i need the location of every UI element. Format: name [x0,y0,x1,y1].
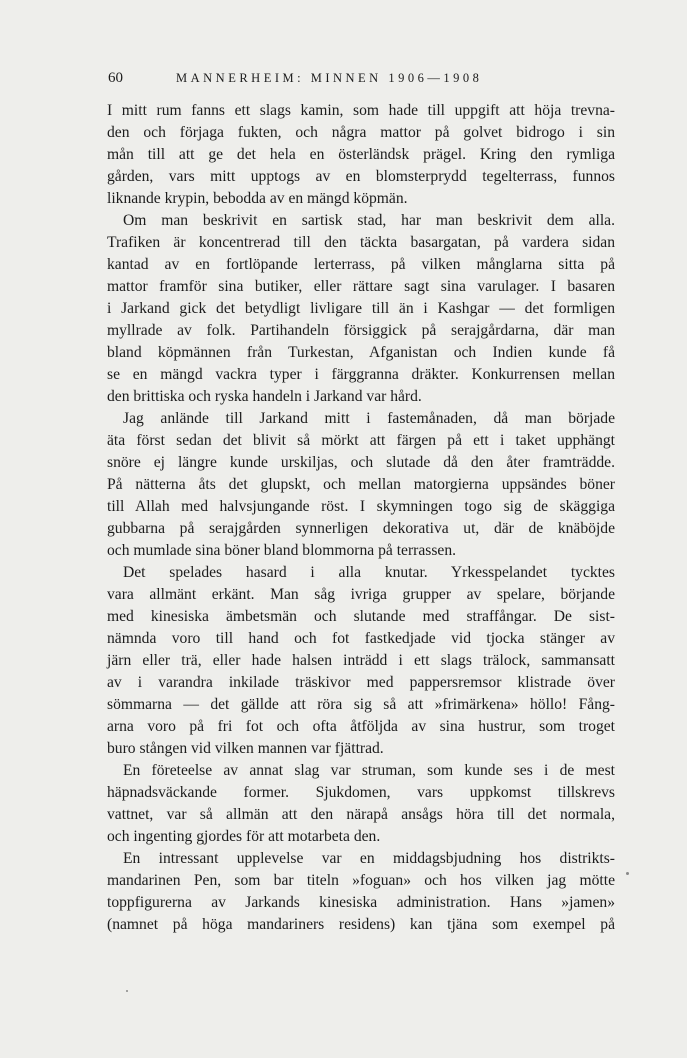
text-line: med kinesiska ämbetsmän och slutande med straffångar. De sist- [107,608,615,625]
text-line: se en mängd vackra typer i färggranna dräkter. Konkurrensen mellan [107,366,615,383]
text-line: till Allah med halvsjungande röst. I skymningen togo sig de skäggiga [107,498,615,515]
text-line: toppfigurerna av Jarkands kinesiska administration. Hans »jamen» [107,894,615,911]
text-line: buro stången vid vilken mannen var fjättrad. [107,740,384,757]
text-line: mandarinen Pen, som bar titeln »foguan» och hos vilken jag mötte [107,872,615,889]
text-line: En intressant upplevelse var en middagsbjudning hos distrikts- [123,850,615,867]
text-line: i Jarkand gick det betydligt livligare till än i Kashgar — det formligen [107,300,615,317]
text-line: Trafiken är koncentrerad till den täckta basargatan, på vardera sidan [107,234,615,251]
text-line: (namnet på höga mandariners residens) kan tjäna som exempel på [107,916,615,933]
text-line: sömmarna — det gällde att röra sig så att »frimärkena» höllo! Fång- [107,696,615,713]
text-line: Jag anlände till Jarkand mitt i fastemånaden, då man började [123,410,615,427]
text-line: äta först sedan det blivit så mörkt att färgen på ett i taket upphängt [107,432,615,449]
text-line: vattnet, var så allmän att den närapå ansågs höra till det normala, [107,806,615,823]
body-text [107,100,615,936]
text-line: arna voro på fri fot och ofta åtföljda av sina hustrur, som troget [107,718,615,735]
text-line: mån till att ge det hela en österländsk prägel. Kring den rymliga [107,146,615,163]
paper-speck [126,990,128,992]
text-line: gubbarna på serajgården synnerligen dekorativa ut, där de knäböjde [107,520,615,537]
text-line: I mitt rum fanns ett slags kamin, som hade till uppgift att höja trevna- [107,102,615,119]
text-line: bland köpmännen från Turkestan, Afganistan och Indien kunde få [107,344,615,361]
text-line: vara allmänt erkänt. Man såg ivriga grupper av spelare, börjande [107,586,615,603]
text-line: liknande krypin, bebodda av en mängd köpmän. [107,190,408,207]
text-line: den brittiska och ryska handeln i Jarkand var hård. [107,388,422,405]
running-title: MANNERHEIM: MINNEN 1906—1908 [176,71,483,85]
page-number: 60 [108,70,123,86]
text-line: och mumlade sina böner bland blommorna på terrassen. [107,542,457,559]
text-line: Om man beskrivit en sartisk stad, har man beskrivit dem alla. [123,212,615,229]
text-line: häpnadsväckande former. Sjukdomen, vars uppkomst tillskrevs [107,784,615,801]
text-line: järn eller trä, eller hade halsen inträdd i ett slags trälock, sammansatt [107,652,615,669]
text-line: av i varandra inkilade träskivor med pappersremsor klistrade över [107,674,615,691]
text-line: Det spelades hasard i alla knutar. Yrkesspelandet tycktes [123,564,615,581]
text-line: och ingenting gjordes för att motarbeta den. [107,828,381,845]
text-line: gården, vars mitt upptogs av en blomsterprydd tegelterrass, funnos [107,168,615,185]
text-line: kantad av en fortlöpande lerterrass, på vilken månglarna sitta på [107,256,615,273]
text-line: snöre ej längre kunde urskiljas, och slutade då den åter framträdde. [107,454,615,471]
text-line: På nätterna åts det glupskt, och mellan matorgierna uppsändes böner [107,476,615,493]
text-line: den och förjaga fukten, och några mattor på golvet bidrogo i sin [107,124,615,141]
running-head [108,68,618,88]
text-line: nämnda voro till hand och fot fastkedjade vid tjocka stänger av [107,630,615,647]
paper-speck [626,872,629,875]
text-line: myllrade av folk. Partihandeln försiggick på serajgårdarna, där man [107,322,615,339]
text-line: En företeelse av annat slag var struman, som kunde ses i de mest [123,762,615,779]
text-line: mattor framför sina butiker, eller rättare sagt sina varulager. I basaren [107,278,615,295]
